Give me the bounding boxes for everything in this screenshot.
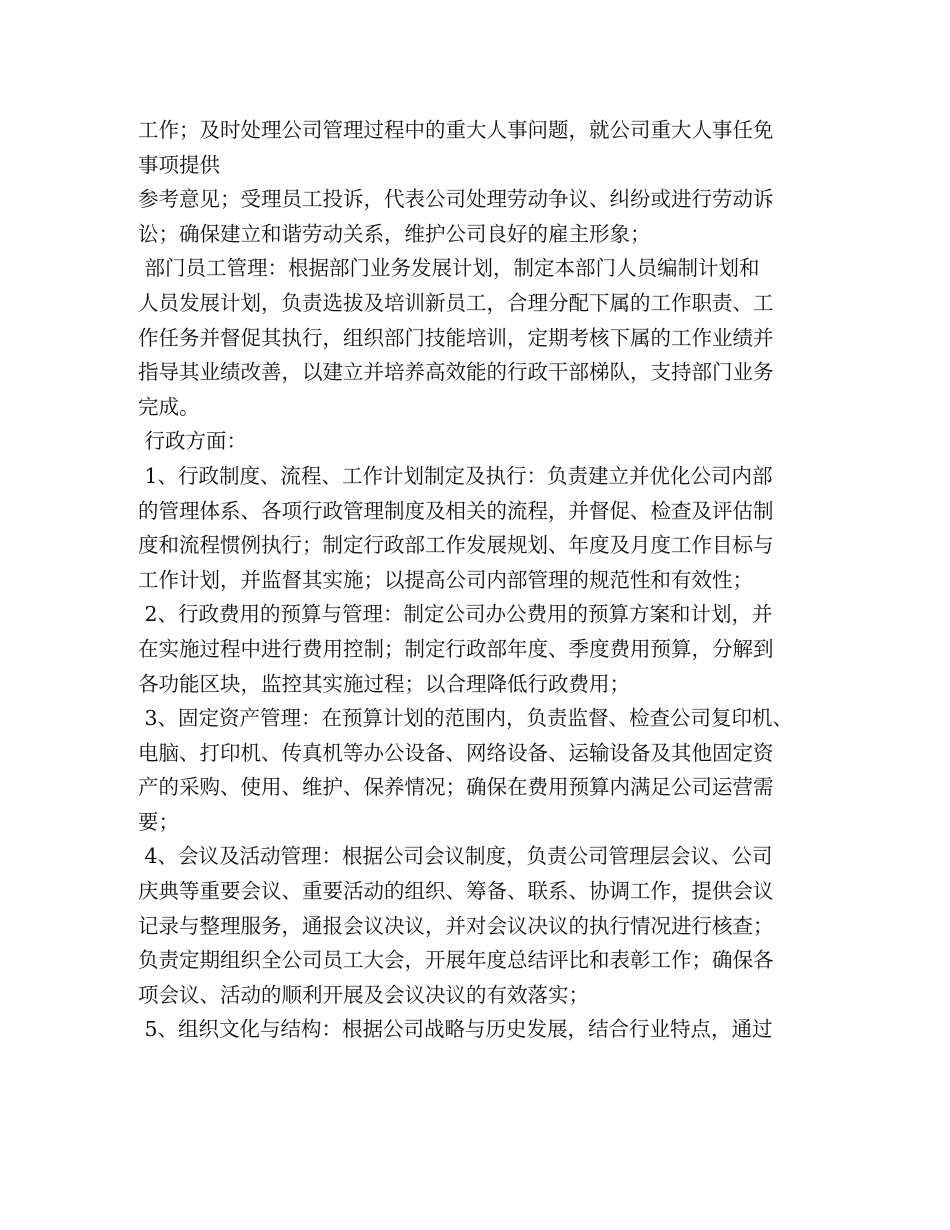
- text-line: 电脑、打印机、传真机等办公设备、网络设备、运输设备及其他固定资: [138, 740, 774, 765]
- text-line: 的管理体系、各项行政管理制度及相关的流程，并督促、检查及评估制: [138, 498, 774, 523]
- text-line: 项会议、活动的顺利开展及会议决议的有效落实；: [138, 982, 589, 1007]
- text-line: 5、组织文化与结构：根据公司战略与历史发展，结合行业特点，通过: [138, 1017, 773, 1042]
- section-heading: 行政方面：: [138, 429, 248, 454]
- text-line: 记录与整理服务，通报会议决议，并对会议决议的执行情况进行核查；: [138, 913, 774, 938]
- text-line: 部门员工管理：根据部门业务发展计划，制定本部门人员编制计划和: [138, 256, 760, 281]
- text-line: 各功能区块，监控其实施过程；以合理降低行政费用；: [138, 671, 630, 696]
- text-line: 作任务并督促其执行，组织部门技能培训，定期考核下属的工作业绩并: [138, 325, 774, 350]
- text-line: 在实施过程中进行费用控制；制定行政部年度、季度费用预算，分解到: [138, 636, 774, 661]
- text-line: 人员发展计划，负责选拔及培训新员工，合理分配下属的工作职责、工: [138, 290, 774, 315]
- document-body-text: [138, 113, 828, 1047]
- text-line: 完成。: [138, 394, 200, 419]
- text-line: 工作；及时处理公司管理过程中的重大人事问题，就公司重大人事任免: [138, 118, 774, 142]
- text-line: 2、行政费用的预算与管理：制定公司办公费用的预算方案和计划，并: [138, 602, 773, 627]
- text-line: 产的采购、使用、维护、保养情况；确保在费用预算内满足公司运营需: [138, 775, 774, 800]
- text-line: 4、会议及活动管理：根据公司会议制度，负责公司管理层会议、公司: [138, 844, 773, 869]
- text-line: 事项提供: [138, 152, 220, 177]
- text-line: 1、行政制度、流程、工作计划制定及执行：负责建立并优化公司内部: [138, 463, 773, 488]
- text-line: 参考意见；受理员工投诉，代表公司处理劳动争议、纠纷或进行劳动诉: [138, 187, 774, 212]
- text-line: 讼；确保建立和谐劳动关系，维护公司良好的雇主形象；: [138, 221, 651, 246]
- text-line: 负责定期组织全公司员工大会，开展年度总结评比和表彰工作；确保各: [138, 948, 774, 973]
- text-line: 指导其业绩改善，以建立并培养高效能的行政干部梯队，支持部门业务: [138, 360, 774, 385]
- text-line: 工作计划，并监督其实施；以提高公司内部管理的规范性和有效性；: [138, 567, 753, 592]
- text-line: 要；: [138, 809, 179, 834]
- text-line: 度和流程惯例执行；制定行政部工作发展规划、年度及月度工作目标与: [138, 533, 774, 558]
- text-line: 庆典等重要会议、重要活动的组织、筹备、联系、协调工作，提供会议: [138, 879, 774, 904]
- text-line: 3、固定资产管理：在预算计划的范围内，负责监督、检查公司复印机、: [138, 706, 794, 731]
